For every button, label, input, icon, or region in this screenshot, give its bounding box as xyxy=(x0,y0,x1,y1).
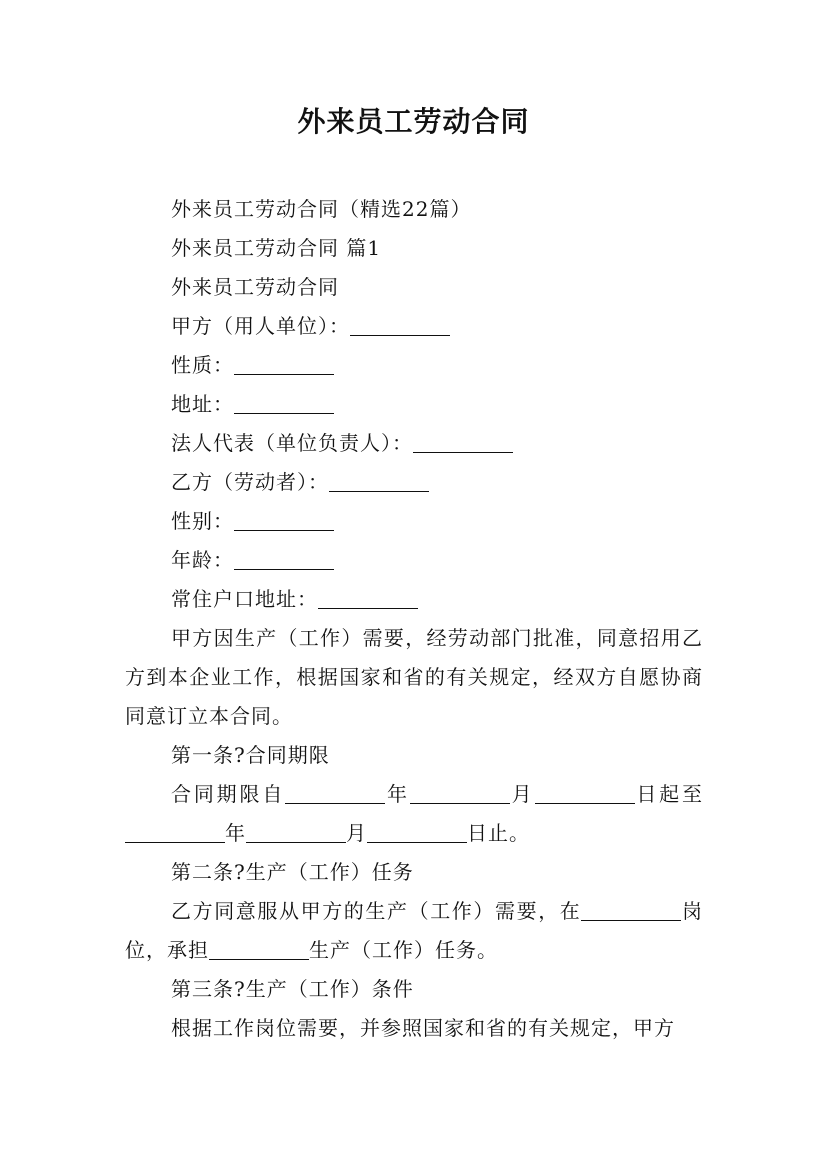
intro-paragraph: 甲方因生产（工作）需要，经劳动部门批准，同意招用乙方到本企业工作，根据国家和省的有关规定，经双方自愿协商同意订立本合同。 xyxy=(125,626,703,728)
text-segment: 合同期限自 xyxy=(171,782,286,806)
fill-blank xyxy=(413,430,513,453)
text-segment: 乙方同意服从甲方的生产（工作）需要，在 xyxy=(171,899,582,923)
chapter-line: 外来员工劳动合同 篇1 xyxy=(171,236,382,260)
document-body xyxy=(125,190,703,1048)
document-title: 外来员工劳动合同 xyxy=(297,105,530,138)
field-label: 性别： xyxy=(171,509,234,533)
field-legal-rep xyxy=(125,424,703,463)
fill-blank xyxy=(581,898,681,921)
fill-blank xyxy=(209,937,309,960)
field-party-b xyxy=(125,463,703,502)
field-label: 乙方（劳动者）： xyxy=(171,470,329,494)
field-label: 地址： xyxy=(171,392,234,416)
text-segment: 日止。 xyxy=(467,821,530,845)
field-gender xyxy=(125,502,703,541)
fill-blank xyxy=(285,781,385,804)
field-label: 年龄： xyxy=(171,548,234,572)
article3-heading: 第三条?生产（工作）条件 xyxy=(171,977,414,1001)
article2-heading: 第二条?生产（工作）任务 xyxy=(171,860,414,884)
field-label: 性质： xyxy=(171,353,234,377)
contract-name-line: 外来员工劳动合同 xyxy=(171,275,339,299)
text-segment: 生产（工作）任务。 xyxy=(309,938,498,962)
fill-blank xyxy=(125,820,225,843)
field-address xyxy=(125,385,703,424)
field-party-a xyxy=(125,307,703,346)
subtitle-line: 外来员工劳动合同（精选22篇） xyxy=(171,197,472,221)
article1-text xyxy=(125,775,703,853)
text-segment: 月 xyxy=(346,821,367,845)
field-residence xyxy=(125,580,703,619)
article2-text xyxy=(125,892,703,970)
text-segment: 年 xyxy=(385,782,410,806)
field-age xyxy=(125,541,703,580)
field-label: 法人代表（单位负责人）： xyxy=(171,431,413,455)
text-segment: 年 xyxy=(225,821,246,845)
article3-text: 根据工作岗位需要，并参照国家和省的有关规定，甲方 xyxy=(171,1016,675,1040)
field-nature xyxy=(125,346,703,385)
article1-heading: 第一条?合同期限 xyxy=(171,743,330,767)
field-label: 常住户口地址： xyxy=(171,587,318,611)
field-label: 甲方（用人单位）： xyxy=(171,314,350,338)
fill-blank xyxy=(350,313,450,336)
fill-blank xyxy=(410,781,510,804)
fill-blank xyxy=(535,781,635,804)
text-segment: 月 xyxy=(509,782,535,806)
text-segment: 日起至 xyxy=(634,782,704,806)
fill-blank xyxy=(234,547,334,570)
text-segment: 岗位，承担 xyxy=(125,899,704,962)
fill-blank xyxy=(318,586,418,609)
fill-blank xyxy=(367,820,467,843)
fill-blank xyxy=(329,469,429,492)
fill-blank xyxy=(234,508,334,531)
fill-blank xyxy=(234,352,334,375)
fill-blank xyxy=(234,391,334,414)
fill-blank xyxy=(246,820,346,843)
